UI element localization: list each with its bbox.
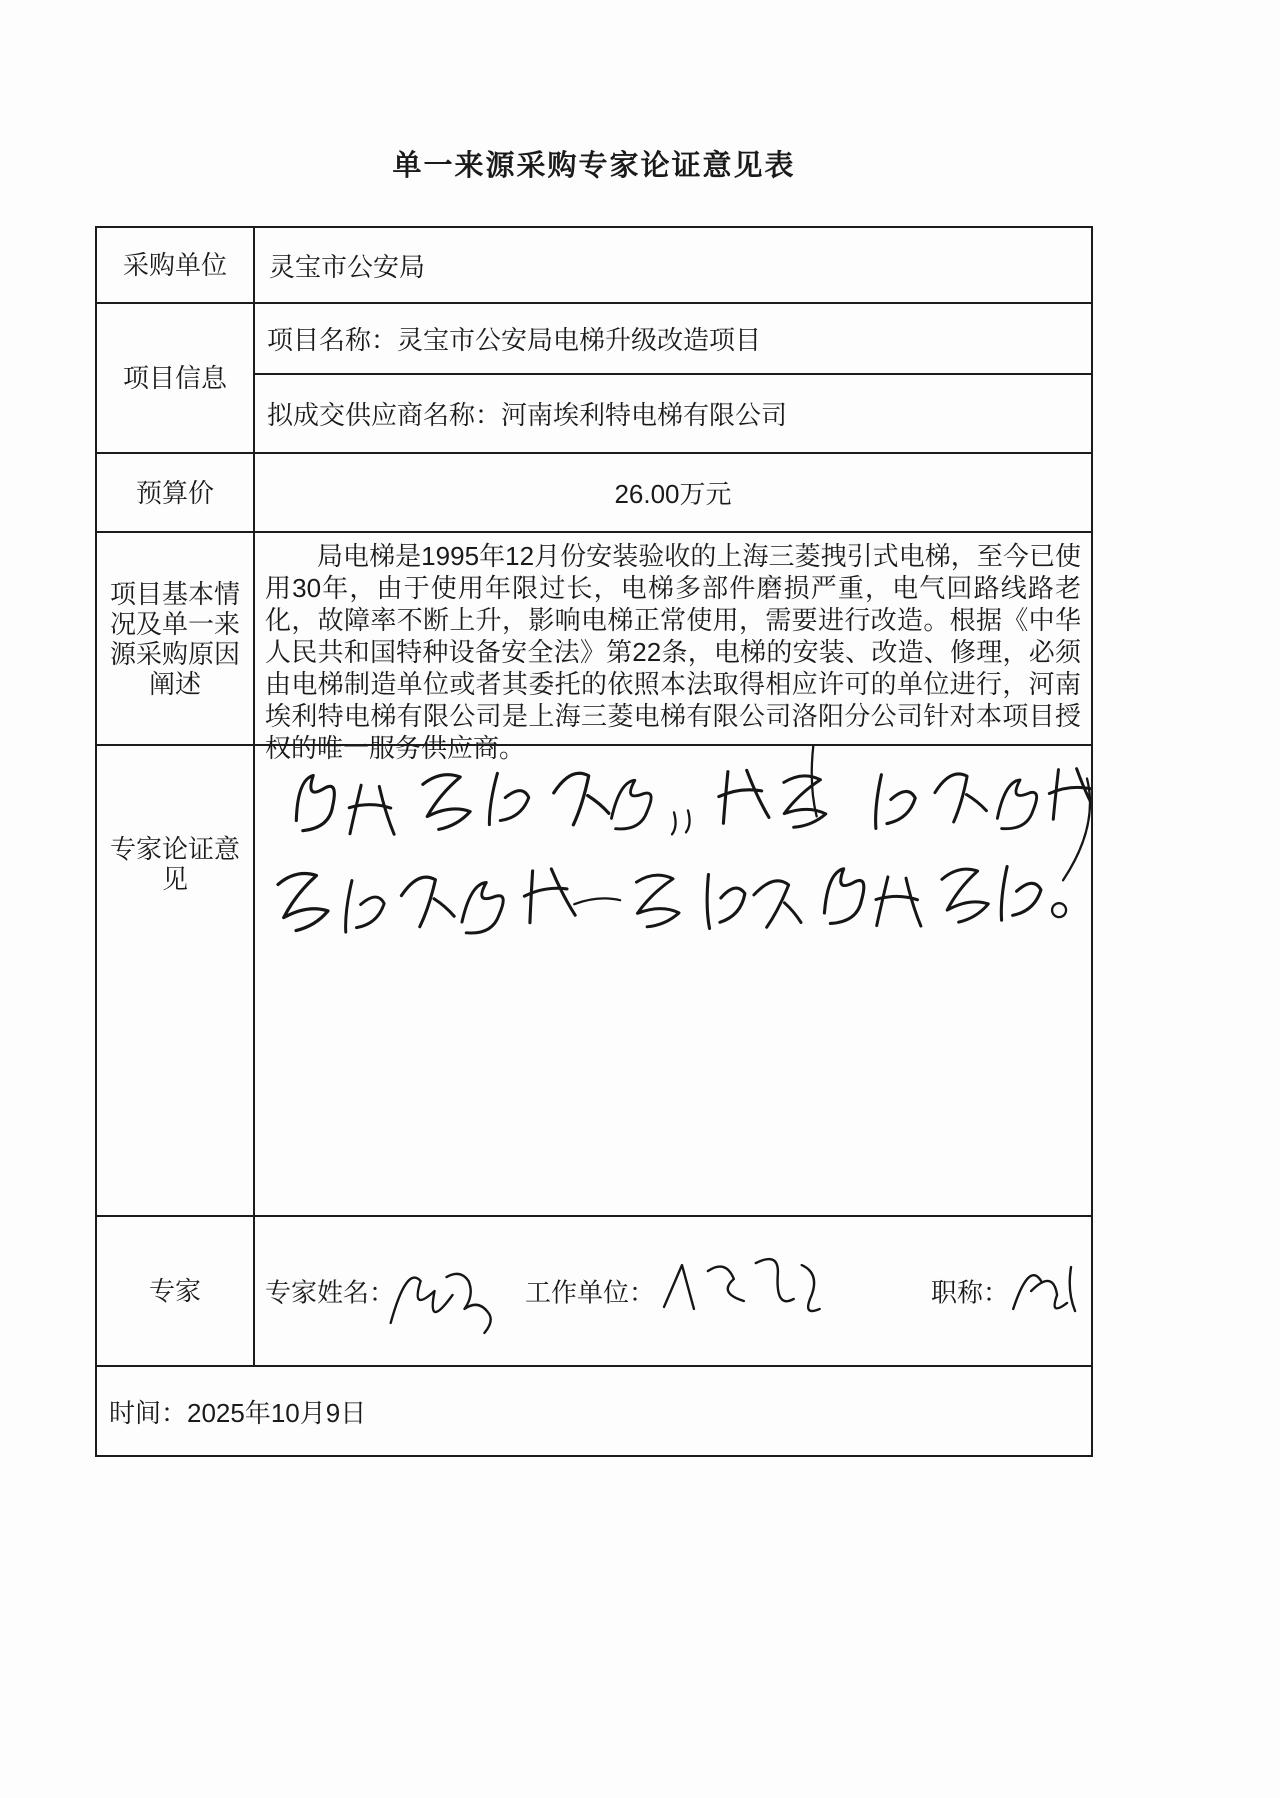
page-title: 单一来源采购专家论证意见表 xyxy=(392,150,796,182)
table-row-expert xyxy=(97,1217,1091,1367)
purchaser-label: 采购单位 xyxy=(97,228,255,302)
expert-label: 专家 xyxy=(97,1217,255,1365)
expert-opinion-label: 专家论证意见 xyxy=(97,746,255,1215)
time-value: 时间：2025年10月9日 xyxy=(109,1397,367,1428)
table-row-background xyxy=(97,533,1091,763)
project-info-content xyxy=(255,304,1091,452)
expert-name-label: 专家姓名： xyxy=(265,1277,396,1308)
table-row-purchaser xyxy=(97,228,1091,304)
background-content xyxy=(255,533,1091,763)
table-row-budget xyxy=(97,454,1091,533)
project-name-value: 项目名称：灵宝市公安局电梯升级改造项目 xyxy=(255,304,1091,375)
background-label: 项目基本情况及单一来源采购原因阐述 xyxy=(97,533,255,744)
expert-workplace-label: 工作单位： xyxy=(525,1277,656,1308)
table-row-expert-opinion xyxy=(97,746,1091,1217)
project-info-label: 项目信息 xyxy=(97,304,255,452)
expert-title-label: 职称： xyxy=(931,1277,1010,1308)
budget-value: 26.00万元 xyxy=(614,479,732,509)
handwritten-opinion xyxy=(255,746,1091,1215)
supplier-value: 拟成交供应商名称：河南埃利特电梯有限公司 xyxy=(267,400,788,430)
purchaser-value: 灵宝市公安局 xyxy=(269,251,426,282)
budget-label: 预算价 xyxy=(97,454,255,531)
expert-content xyxy=(255,1217,1091,1365)
opinion-form-table xyxy=(95,226,1093,1457)
table-row-time xyxy=(97,1367,1091,1455)
table-row-project-info xyxy=(97,304,1091,454)
expert-signatures xyxy=(255,1217,1091,1365)
expert-opinion-content xyxy=(255,746,1091,1215)
background-text: 局电梯是1995年12月份安装验收的上海三菱拽引式电梯，至今已使用30年，由于使用年限过长，电梯多部件磨损严重，电气回路线路老化，故障率不断上升，影响电梯正常使用，需要进行改造。根据《中华人民共和国特种设备安全法》第22条，电梯的安装、改造、修理，必须由电梯制造单位或者其委托的依照本法取得相应许可的单位进行，河南埃利特电梯有限公司是上海三菱电梯有限公司洛阳分公司针对本项目授权的唯一服务供应商。 xyxy=(265,541,1081,763)
